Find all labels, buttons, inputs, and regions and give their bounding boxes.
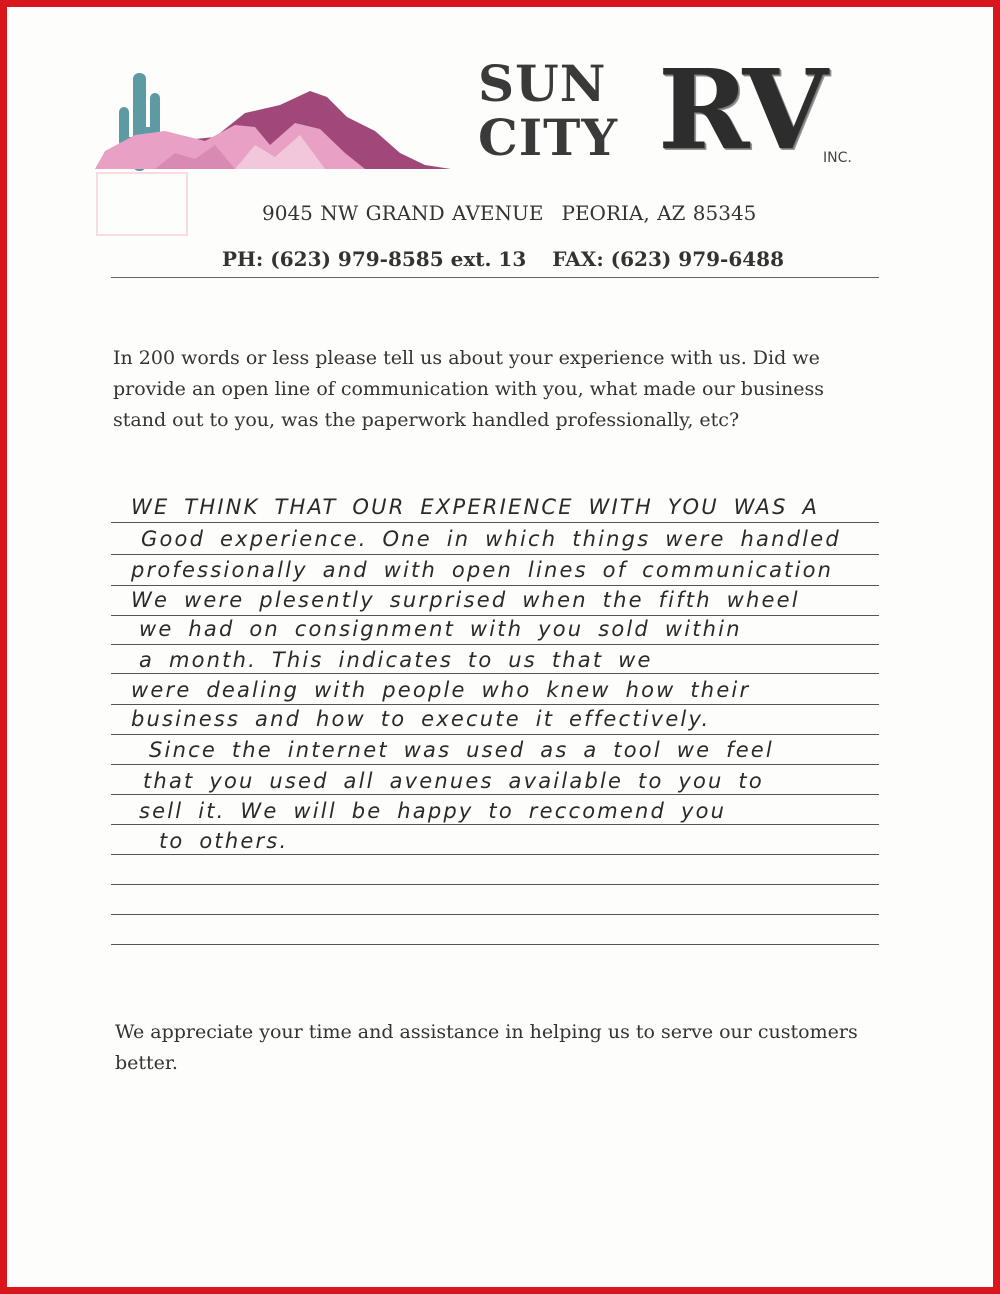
response-line: to others.	[159, 829, 289, 853]
brand-word-sun: SUN	[478, 54, 607, 113]
writing-line	[111, 704, 879, 705]
fax-number: FAX: (623) 979-6488	[552, 247, 785, 271]
writing-line	[111, 914, 879, 915]
response-line: We were plesently surprised when the fifth wheel	[131, 588, 800, 612]
brand-suffix-inc: INC.	[823, 150, 852, 166]
closing-note	[115, 1017, 875, 1079]
response-line: we had on consignment with you sold within	[139, 617, 742, 641]
writing-line	[111, 554, 879, 555]
response-line: that you used all avenues available to you to	[143, 769, 764, 793]
prompt-line: stand out to you, was the paperwork handled professionally, etc?	[113, 409, 740, 431]
writing-line	[111, 944, 879, 945]
response-line: business and how to execute it effectively.	[131, 707, 711, 731]
writing-line	[111, 644, 879, 645]
address-street: 9045 NW GRAND AVENUE	[262, 201, 544, 225]
writing-line	[111, 884, 879, 885]
address-city: PEORIA, AZ 85345	[561, 201, 757, 225]
response-line: Good experience. One in which things were handled	[141, 527, 841, 551]
writing-line	[111, 615, 879, 616]
brand-mark-rv: RV	[658, 45, 825, 174]
response-line: professionally and with open lines of communication	[131, 558, 834, 582]
brand-word-city: CITY	[478, 108, 619, 167]
response-line: a month. This indicates to us that we	[139, 648, 653, 672]
writing-line	[111, 734, 879, 735]
closing-line: We appreciate your time and assistance in helping us to serve our customers	[115, 1021, 858, 1043]
response-line: were dealing with people who knew how their	[131, 678, 751, 702]
writing-line	[111, 854, 879, 855]
writing-line	[111, 824, 879, 825]
prompt-line: provide an open line of communication with you, what made our business	[113, 378, 824, 400]
prompt-line: In 200 words or less please tell us about your experience with us. Did we	[113, 347, 820, 369]
writing-line	[111, 522, 879, 523]
phone-number: PH: (623) 979-8585 ext. 13	[222, 247, 527, 271]
response-line: Since the internet was used as a tool we feel	[149, 738, 774, 762]
response-line: WE THINK THAT OUR EXPERIENCE WITH YOU WAS A	[131, 495, 820, 519]
closing-line: better.	[115, 1052, 178, 1074]
writing-line	[111, 673, 879, 674]
writing-line	[111, 794, 879, 795]
response-line: sell it. We will be happy to reccomend you	[139, 799, 727, 823]
writing-line	[111, 585, 879, 586]
writing-line	[111, 764, 879, 765]
